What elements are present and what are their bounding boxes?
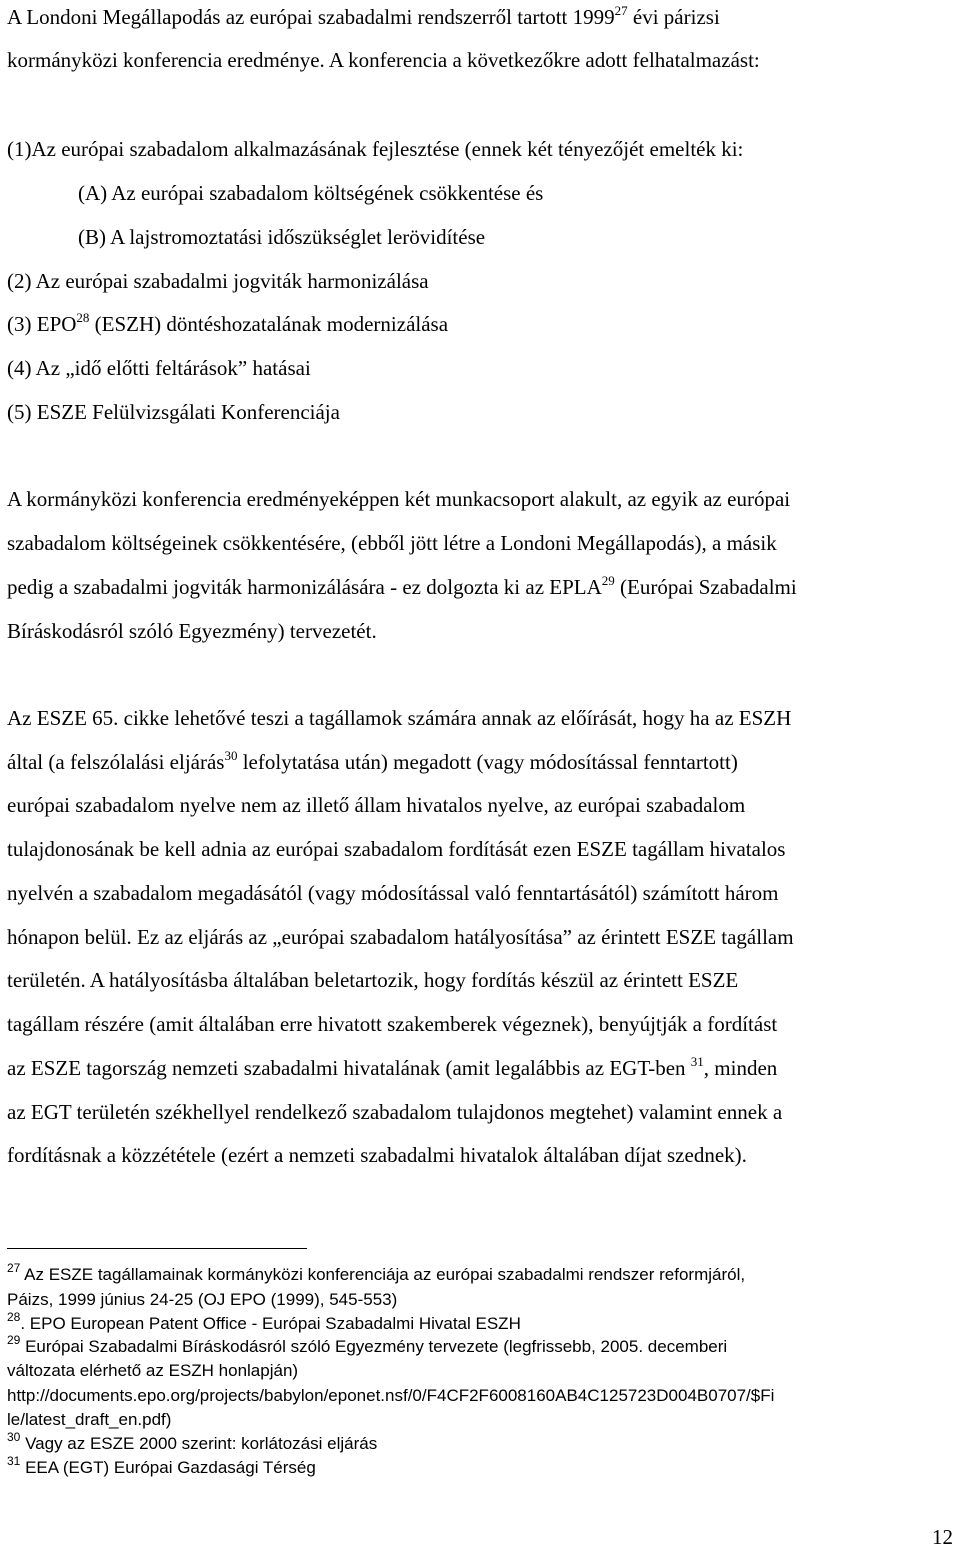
footnote-29-text: Európai Szabadalmi Bíráskodásról szóló Egyezmény tervezete (legfrissebb, 2005. decemberi xyxy=(20,1337,728,1356)
footnote-29-link-cont[interactable]: le/latest_draft_en.pdf) xyxy=(7,1410,172,1429)
para3-line-2-pre: által (a felszólalási eljárás xyxy=(7,750,225,774)
list-item-1b: (B) A lajstromoztatási időszükséglet lerövidítése xyxy=(78,225,486,249)
para2-line-2: szabadalom költségeinek csökkentésére, (ebből jött létre a Londoni Megállapodás), a másik xyxy=(7,531,777,555)
footnote-31-text: EEA (EGT) Európai Gazdasági Térség xyxy=(20,1458,316,1477)
list-item-1: (1)Az európai szabadalom alkalmazásának fejlesztése (ennek két tényezőjét emelték ki: xyxy=(7,137,744,161)
intro-line-1 xyxy=(7,4,720,30)
para3-line-4: tulajdonosának be kell adnia az európai szabadalom fordítását ezen ESZE tagállam hivatalos xyxy=(7,837,786,861)
page-number: 12 xyxy=(932,1525,953,1549)
footnote-number-29: 29 xyxy=(7,1333,21,1347)
footnote-number-27: 27 xyxy=(7,1261,21,1275)
footnote-ref-29[interactable]: 29 xyxy=(601,573,615,588)
list-item-3 xyxy=(7,311,448,337)
para2-line-1: A kormányközi konferencia eredményeképpen két munkacsoport alakult, az egyik az európai xyxy=(7,487,791,511)
list-item-3-pre: (3) EPO xyxy=(7,312,77,336)
footnote-ref-30[interactable]: 30 xyxy=(224,748,238,763)
footnote-29-url-line-1[interactable] xyxy=(7,1385,774,1407)
para2-line-4: Bíráskodásról szóló Egyezmény) tervezetét. xyxy=(7,619,377,643)
footnote-separator xyxy=(7,1248,307,1249)
footnote-number-30: 30 xyxy=(7,1430,21,1444)
para3-line-11: fordításnak a közzététele (ezért a nemzeti szabadalmi hivatalok általában díjat szednek). xyxy=(7,1143,747,1167)
footnote-number-28: 28 xyxy=(7,1310,21,1324)
footnote-30 xyxy=(7,1430,378,1455)
para2-line-3-post: (Európai Szabadalmi xyxy=(614,575,797,599)
footnote-29-url-line-2[interactable] xyxy=(7,1409,171,1431)
footnote-29-link[interactable]: http://documents.epo.org/projects/babylon/eponet.nsf/0/F4CF2F6008160AB4C125723D004B0707/$Fi xyxy=(7,1386,775,1405)
para3-line-8: tagállam részére (amit általában erre hivatott szakemberek végeznek), benyújtják a fordítást xyxy=(7,1012,778,1036)
intro-text: A Londoni Megállapodás az európai szabadalmi rendszerről tartott 1999 xyxy=(7,5,615,29)
list-item-1a: (A) Az európai szabadalom költségének csökkentése és xyxy=(78,181,544,205)
footnote-ref-31[interactable]: 31 xyxy=(690,1054,704,1069)
footnote-28 xyxy=(7,1310,521,1335)
footnote-28-text: . EPO European Patent Office - Európai Szabadalmi Hivatal ESZH xyxy=(20,1314,521,1333)
para3-line-9-post: , minden xyxy=(703,1056,778,1080)
footnote-27-line-1 xyxy=(7,1261,746,1286)
list-item-2: (2) Az európai szabadalmi jogviták harmonizálása xyxy=(7,269,429,293)
footnote-27-text: Az ESZE tagállamainak kormányközi konferenciája az európai szabadalmi rendszer reformjáról, xyxy=(20,1265,746,1284)
para3-line-7: területén. A hatályosításba általában beletartozik, hogy fordítás készül az érintett ESZE xyxy=(7,968,739,992)
footnote-30-text: Vagy az ESZE 2000 szerint: korlátozási eljárás xyxy=(20,1434,378,1453)
para3-line-5: nyelvén a szabadalom megadásától (vagy módosítással való fenntartásától) számított három xyxy=(7,881,779,905)
para3-line-2 xyxy=(7,749,738,775)
footnote-ref-28[interactable]: 28 xyxy=(76,310,90,325)
list-item-5: (5) ESZE Felülvizsgálati Konferenciája xyxy=(7,400,340,424)
footnote-29-line-2: változata elérhető az ESZH honlapján) xyxy=(7,1361,299,1380)
para3-line-3: európai szabadalom nyelve nem az illető állam hivatalos nyelve, az európai szabadalom xyxy=(7,793,746,817)
footnote-number-31: 31 xyxy=(7,1454,21,1468)
para2-line-3 xyxy=(7,574,797,600)
footnote-31 xyxy=(7,1454,316,1479)
footnote-ref-27[interactable]: 27 xyxy=(614,3,628,18)
list-item-4: (4) Az „idő előtti feltárások” hatásai xyxy=(7,356,311,380)
footnote-27-line-2: Páizs, 1999 június 24-25 (OJ EPO (1999), 545-553) xyxy=(7,1290,398,1309)
footnote-29-line-1 xyxy=(7,1333,728,1358)
para2-line-3-pre: pedig a szabadalmi jogviták harmonizálására - ez dolgozta ki az EPLA xyxy=(7,575,602,599)
para3-line-2-post: lefolytatása után) megadott (vagy módosítással fenntartott) xyxy=(237,750,738,774)
list-item-3-post: (ESZH) döntéshozatalának modernizálása xyxy=(89,312,449,336)
para3-line-9-pre: az ESZE tagország nemzeti szabadalmi hivatalának (amit legalábbis az EGT-ben xyxy=(7,1056,691,1080)
para3-line-6: hónapon belül. Ez az eljárás az „európai szabadalom hatályosítása” az érintett ESZE tagállam xyxy=(7,925,794,949)
intro-text-end: évi párizsi xyxy=(627,5,720,29)
para3-line-10: az EGT területén székhellyel rendelkező szabadalom tulajdonos megtehet) valamint ennek a xyxy=(7,1100,783,1124)
para3-line-9 xyxy=(7,1055,777,1081)
para3-line-1: Az ESZE 65. cikke lehetővé teszi a tagállamok számára annak az előírását, hogy ha az ESZH xyxy=(7,706,792,730)
intro-line-2: kormányközi konferencia eredménye. A konferencia a következőkre adott felhatalmazást: xyxy=(7,48,760,72)
